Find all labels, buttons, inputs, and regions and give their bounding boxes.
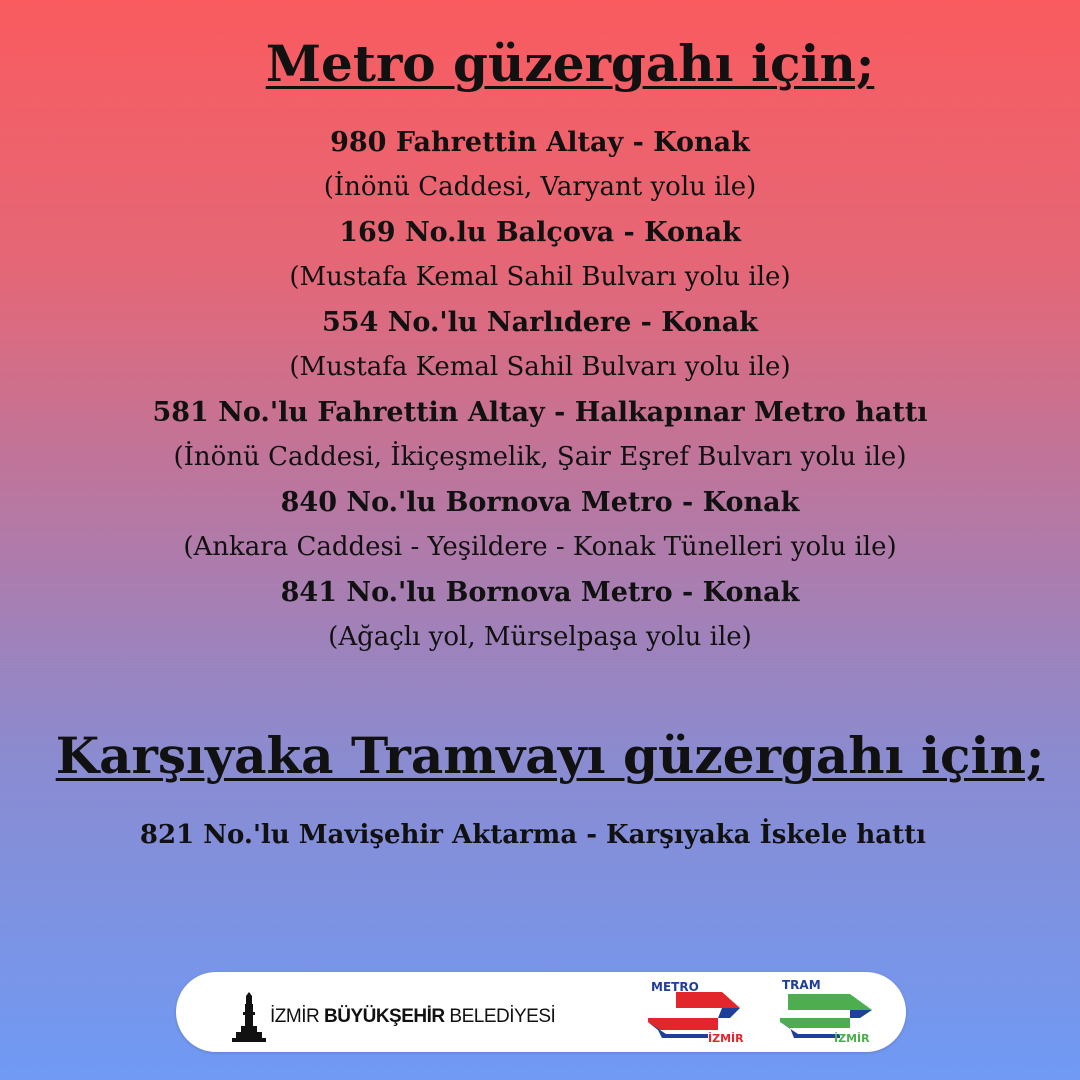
izmir-municipality-logo [232, 982, 555, 1042]
metro-logo-bottom-text: İZMİR [708, 1032, 744, 1045]
route-via: (Mustafa Kemal Sahil Bulvarı yolu ile) [289, 352, 791, 382]
municipality-name-prefix: İZMİR [270, 1006, 324, 1027]
route-title: 980 Fahrettin Altay - Konak [330, 127, 750, 158]
route-title: 840 No.'lu Bornova Metro - Konak [280, 487, 800, 518]
route-item [0, 210, 1080, 300]
route-title: 581 No.'lu Fahrettin Altay - Halkapınar Metro hattı [152, 397, 928, 428]
municipality-name-suffix: BELEDİYESİ [444, 1006, 556, 1027]
route-via: (Ankara Caddesi - Yeşildere - Konak Tünelleri yolu ile) [183, 532, 897, 562]
route-item [0, 300, 1080, 390]
tram-izmir-logo [780, 978, 876, 1050]
clock-tower-icon [232, 992, 266, 1042]
route-via: (Mustafa Kemal Sahil Bulvarı yolu ile) [289, 262, 791, 292]
tram-heading: Karşıyaka Tramvayı güzergahı için; [55, 726, 1045, 785]
footer-logo-bar [176, 972, 906, 1052]
municipality-name [270, 1006, 555, 1042]
tram-route-title: 821 No.'lu Mavişehir Aktarma - Karşıyaka İskele hattı [139, 820, 927, 850]
metro-logo-top-text: METRO [651, 980, 699, 994]
route-via: (İnönü Caddesi, İkiçeşmelik, Şair Eşref Bulvarı yolu ile) [173, 442, 907, 472]
metro-heading: Metro güzergahı için; [265, 34, 875, 93]
route-via: (Ağaçlı yol, Mürselpaşa yolu ile) [328, 622, 752, 652]
route-item [0, 390, 1080, 480]
tram-logo-top-text: TRAM [782, 978, 821, 992]
route-title: 841 No.'lu Bornova Metro - Konak [280, 577, 800, 608]
route-title: 169 No.lu Balçova - Konak [339, 217, 741, 248]
route-title: 554 No.'lu Narlıdere - Konak [321, 307, 759, 338]
municipality-name-bold: BÜYÜKŞEHİR [324, 1006, 445, 1027]
route-item [0, 570, 1080, 660]
route-item [0, 480, 1080, 570]
metro-izmir-logo [648, 978, 744, 1050]
tram-logo-bottom-text: İZMİR [834, 1032, 870, 1045]
metro-route-list [0, 120, 1080, 660]
route-via: (İnönü Caddesi, Varyant yolu ile) [323, 172, 757, 202]
route-item [0, 120, 1080, 210]
